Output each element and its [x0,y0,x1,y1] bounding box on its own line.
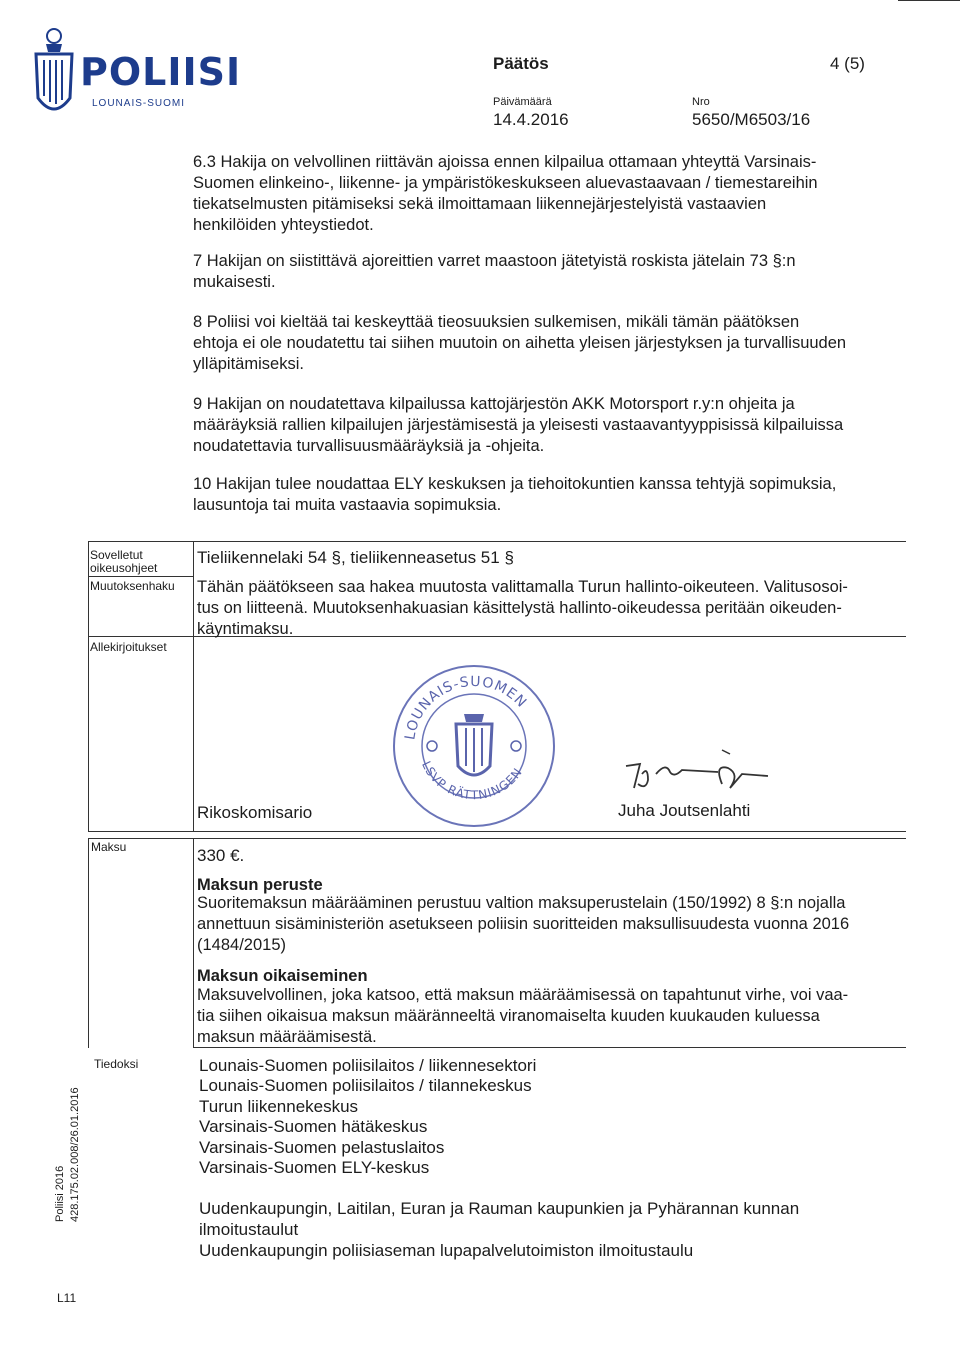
paragraph-10 [193,474,893,516]
document-type: Päätös [493,54,549,73]
police-emblem-icon [30,26,78,124]
sovelletut-label: Sovelletut oikeusohjeet [90,548,158,575]
muutoksenhaku-label: Muutoksenhaku [90,579,175,593]
paragraph-7 [193,251,893,293]
nro-value: 5650/M6503/16 [692,110,811,129]
maksun-peruste-line: Suoritemaksun määrääminen perustuu valtion maksuperustelain (150/1992) 8 §:n nojalla [197,894,846,912]
signer-title: Rikoskomisario [197,803,313,822]
form-top-border [88,541,906,542]
maksu-label: Maksu [91,840,127,854]
list-item: Varsinais-Suomen pelastuslaitos [199,1137,445,1157]
paragraph-line: 7 Hakijan on siistittävä ajoreittien varret maastoon jätetyistä roskista jätelain 73 §:n [193,252,796,270]
form-code: L11 [57,1291,77,1305]
paragraph-line: 9 Hakijan on noudatettava kilpailussa kattojärjestön AKK Motorsport r.y:n ohjeita ja [193,395,795,413]
paragraph-line: 10 Hakijan tulee noudattaa ELY keskuksen ja tiehoitokuntien kanssa tehtyjä sopimuksia, [193,475,837,493]
maksun-peruste-text [197,893,902,956]
maksun-oikaiseminen-line: tia siihen oikaisua maksun määränneeltä viranomaiselta kuuden kuukauden kuluessa [197,1007,820,1025]
svg-text:LOUNAIS-SUOMEN: LOUNAIS-SUOMEN [402,673,530,742]
tiedoksi-list-2 [199,1198,899,1261]
official-stamp-icon [390,662,558,830]
form-left-border [88,541,89,831]
maksun-peruste-line: (1484/2015) [197,936,286,954]
maksu-column-divider [193,838,194,1048]
list-item: Uudenkaupungin, Laitilan, Euran ja Rauman kaupunkien ja Pyhärannan kunnan [199,1199,800,1218]
logo-subtitle: LOUNAIS-SUOMI [92,98,186,109]
tiedoksi-label: Tiedoksi [94,1057,139,1071]
maksun-oikaiseminen-line: Maksuvelvollinen, joka katsoo, että maksun määräämisessä on tapahtunut virhe, voi vaa- [197,986,849,1004]
maksun-oikaiseminen-text [197,985,902,1048]
list-item: Lounais-Suomen poliisilaitos / liikennesektori [199,1056,537,1075]
maksun-oikaiseminen-heading: Maksun oikaiseminen [197,967,368,985]
corner-divider [898,0,960,1]
svg-text:LSVP RÄTTNINGEN: LSVP RÄTTNINGEN [418,758,526,803]
form-version-line-1: Poliisi 2016 [54,1165,66,1222]
row-divider [88,576,193,577]
paragraph-line: 6.3 Hakija on velvollinen riittävän ajoissa ennen kilpailua ottamaan yhteyttä Varsinais- [193,153,817,171]
paragraph-line: ehtoja ei ole noudatettu tai siihen muutoin on aihetta yleisen järjestyksen ja turvallisuuden [193,334,847,352]
maksu-value: 330 €. [197,846,245,865]
paragraph-line: määräyksiä rallien kilpailujen järjestämisestä ja yleisesti vastaavantyyppisissä kilpailuissa [193,416,844,434]
paragraph-9 [193,394,893,457]
list-item: Uudenkaupungin poliisiaseman lupapalvelutoimiston ilmoitustaulu [199,1241,694,1260]
page-number: 4 (5) [830,54,865,73]
paragraph-line: mukaisesti. [193,273,276,291]
paragraph-line: lausuntoja tai muita vastaavia sopimuksia. [193,496,502,514]
signer-name: Juha Joutsenlahti [618,801,751,820]
paragraph-line: tiekatselmusten pitämiseksi sekä ilmoittamaan liikennejärjestelyistä vastaavien [193,195,767,213]
paragraph-line: 8 Poliisi voi kieltää tai keskeyttää tieosuuksien sulkemisen, mikäli tämän päätöksen [193,313,800,331]
tiedoksi-list [199,1056,899,1178]
date-value: 14.4.2016 [493,110,569,129]
maksun-oikaiseminen-line: maksun määräämisestä. [197,1028,377,1046]
list-item: Varsinais-Suomen ELY-keskus [199,1158,430,1178]
muutoksenhaku-line: Tähän päätökseen saa hakea muutosta valittamalla Turun hallinto-oikeuteen. Valitusosoi- [197,578,848,596]
list-item: Lounais-Suomen poliisilaitos / tilannekeskus [199,1076,532,1096]
logo-text: POLIISI [80,50,242,94]
form-column-divider [193,541,194,832]
nro-label: Nro [692,96,710,108]
paragraph-line: Suomen elinkeino-, liikenne- ja ympäristökeskukseen aluevastaavaan / tiemestareihin [193,174,818,192]
maksu-top-border [88,838,906,839]
muutoksenhaku-line: tus on liitteenä. Muutoksenhakuasian käsittelystä hallinto-oikeudessa peritään oikeuden- [197,599,842,617]
allekirjoitukset-label: Allekirjoitukset [90,640,167,654]
paragraph-line: ylläpitämiseksi. [193,355,304,373]
sovelletut-value: Tieliikennelaki 54 §, tieliikenneasetus 51 § [197,548,514,567]
maksu-left-border [88,838,89,1048]
list-item: ilmoitustaulut [199,1220,299,1239]
paragraph-line: noudatettavia turvallisuusmääräyksiä ja -ohjeita. [193,437,545,455]
list-item: Turun liikennekeskus [199,1096,359,1116]
date-label: Päivämäärä [493,96,552,108]
paragraph-line: henkilöiden yhteystiedot. [193,216,374,234]
form-version-line-2: 428.175.02.008/26.01.2016 [69,1087,81,1222]
signature-icon [618,744,788,804]
paragraph-8 [193,312,893,375]
muutoksenhaku-line: käyntimaksu. [197,620,294,638]
maksun-peruste-line: annettuun sisäministeriön asetukseen poliisin suoritteiden maksullisuudesta vuonna 2016 [197,915,850,933]
list-item: Varsinais-Suomen hätäkeskus [199,1117,428,1137]
paragraph-6-3 [193,152,893,236]
maksun-peruste-heading: Maksun peruste [197,876,323,894]
muutoksenhaku-text [197,577,902,640]
row-divider [88,831,906,832]
